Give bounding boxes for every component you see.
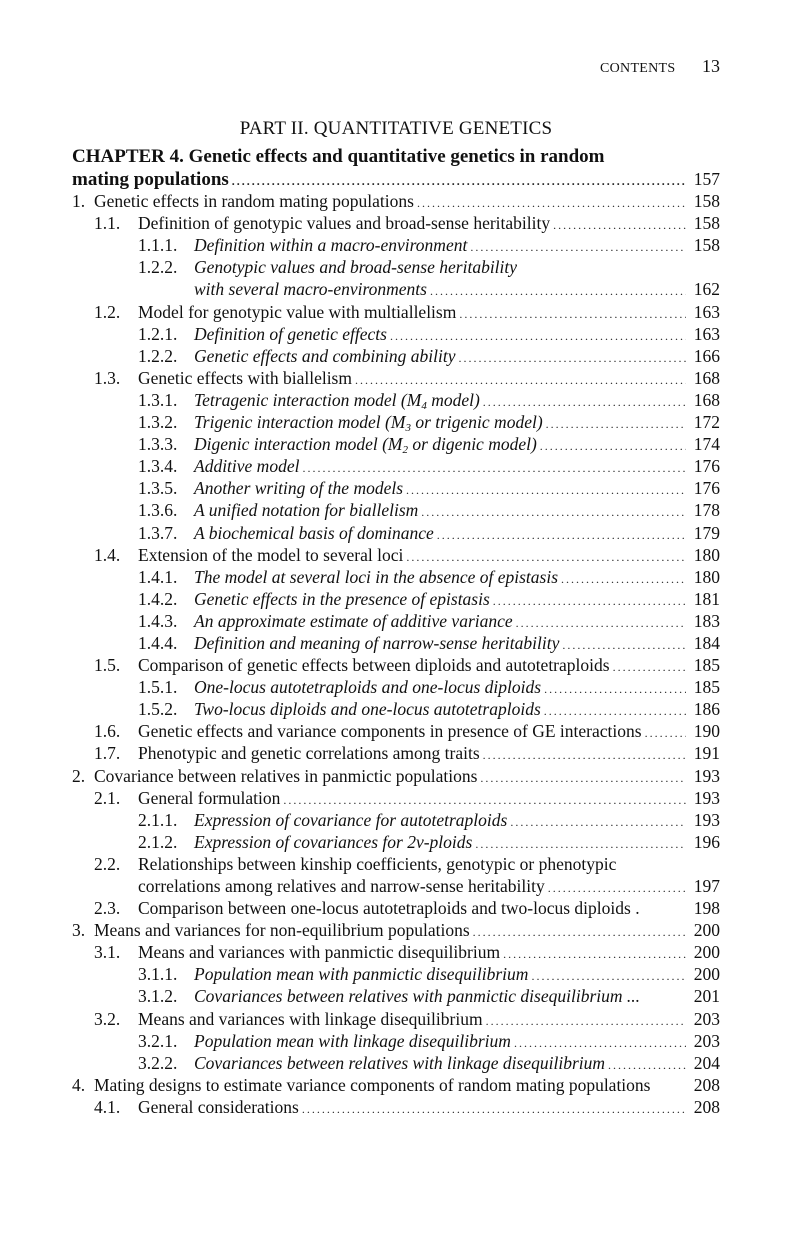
toc-page: 196: [693, 831, 720, 852]
toc-number: 1.3.2.: [138, 412, 178, 433]
dot-leader: [608, 1054, 686, 1076]
toc-entry: [72, 610, 720, 632]
toc-entry: [72, 1008, 720, 1030]
toc-title: Genetic effects with biallelism: [138, 367, 352, 388]
toc-entry: [72, 654, 720, 676]
toc-entry: [72, 1096, 720, 1118]
dot-leader: [283, 789, 686, 811]
toc-title: Means and variances with linkage disequilibrium: [138, 1008, 483, 1029]
toc-page: 172: [693, 412, 720, 433]
dot-leader: [544, 678, 686, 700]
toc-number: 1.3.4.: [138, 456, 178, 477]
dot-leader: [475, 833, 686, 855]
dot-leader: [548, 877, 686, 899]
toc-entry: [72, 256, 720, 278]
toc-title: Phenotypic and genetic correlations among traits: [138, 743, 480, 764]
toc-title: Definition of genotypic values and broad-sense heritability: [138, 213, 551, 234]
toc-title: One-locus autotetraploids and one-locus diploids: [194, 677, 542, 698]
toc-title: Another writing of the models: [194, 478, 404, 499]
dot-leader: [486, 1010, 686, 1032]
toc-entry: [72, 787, 720, 809]
dot-leader: [232, 170, 686, 192]
toc-number: 3.2.2.: [138, 1052, 178, 1073]
toc-entry: [72, 765, 720, 787]
toc-title: General formulation: [138, 787, 281, 808]
toc-page: 168: [693, 367, 720, 388]
toc-number: 1.1.1.: [138, 235, 178, 256]
toc-title: Digenic interaction model ($M_2$ or digenic model): [194, 434, 537, 457]
toc-number: 2.3.: [94, 898, 121, 919]
toc-entry: [72, 278, 720, 300]
toc-title: Comparison between one-locus autotetraploids and two-locus diploids .: [138, 898, 640, 919]
toc-page: 201: [693, 986, 720, 1007]
toc-number: 1.4.4.: [138, 632, 178, 653]
toc-entry: [72, 433, 720, 455]
toc-title: Population mean with panmictic disequilibrium: [194, 964, 529, 985]
toc-entry: [72, 1030, 720, 1052]
toc-page: 163: [693, 323, 720, 344]
table-of-contents: [72, 168, 720, 1118]
dot-leader: [417, 192, 686, 214]
toc-title: correlations among relatives and narrow-sense heritability: [138, 876, 545, 896]
toc-entry-chapter: [72, 168, 720, 190]
dot-leader: [546, 413, 686, 435]
toc-page: 183: [693, 610, 720, 631]
toc-entry: [72, 234, 720, 256]
dot-leader: [430, 280, 686, 302]
toc-entry: [72, 985, 720, 1007]
toc-number: 2.: [72, 765, 86, 786]
toc-number: 1.: [72, 191, 86, 212]
toc-page: 180: [693, 544, 720, 565]
toc-number: 1.2.2.: [138, 345, 178, 366]
toc-entry: [72, 698, 720, 720]
toc-number: 1.3.: [94, 367, 121, 388]
toc-entry: [72, 720, 720, 742]
running-title: CONTENTS: [599, 61, 676, 76]
toc-entry: [72, 875, 720, 897]
toc-number: 1.7.: [94, 743, 121, 764]
toc-title: Definition and meaning of narrow-sense heritability: [194, 632, 560, 653]
toc-page: 193: [693, 809, 720, 830]
toc-number: 1.4.3.: [138, 610, 178, 631]
toc-title: An approximate estimate of additive variance: [194, 610, 513, 631]
dot-leader: [516, 612, 686, 634]
toc-number: 1.3.5.: [138, 478, 178, 499]
toc-entry: [72, 632, 720, 654]
toc-page: 163: [693, 301, 720, 322]
dot-leader: [493, 590, 686, 612]
dot-leader: [406, 479, 686, 501]
toc-entry: [72, 301, 720, 323]
dot-leader: [514, 1032, 686, 1054]
dot-leader: [483, 391, 686, 413]
toc-page: 203: [693, 1008, 720, 1029]
toc-entry: [72, 588, 720, 610]
toc-entry: [72, 676, 720, 698]
toc-title: The model at several loci in the absence of epistasis: [194, 566, 559, 587]
toc-number: 1.5.2.: [138, 699, 178, 720]
toc-entry: [72, 499, 720, 521]
dot-leader: [531, 965, 686, 987]
toc-entry: [72, 389, 720, 411]
toc-entry: [72, 1074, 720, 1096]
toc-title: Expression of covariances for 2v-ploids: [194, 831, 473, 852]
toc-entry: [72, 566, 720, 588]
toc-title: Comparison of genetic effects between diploids and autotetraploids: [138, 655, 610, 676]
page-number: 13: [702, 56, 720, 76]
chapter-page: 157: [693, 169, 720, 189]
chapter-title-line2: mating populations: [72, 169, 229, 190]
dot-leader: [613, 656, 686, 678]
toc-title: Covariances between relatives with panmictic disequilibrium ...: [194, 986, 641, 1007]
toc-number: 1.3.6.: [138, 500, 178, 521]
toc-page: 185: [693, 677, 720, 698]
toc-title: Covariances between relatives with linkage disequilibrium: [194, 1052, 606, 1073]
toc-entry: [72, 411, 720, 433]
toc-title: Covariance between relatives in panmictic populations: [94, 765, 478, 786]
toc-number: 2.2.: [94, 853, 121, 874]
toc-page: 208: [693, 1096, 720, 1117]
toc-number: 4.: [72, 1074, 86, 1095]
toc-entry: [72, 963, 720, 985]
toc-page: 178: [693, 500, 720, 521]
toc-title: Two-locus diploids and one-locus autotetraploids: [194, 699, 541, 720]
toc-title: Means and variances for non-equilibrium populations: [94, 920, 470, 941]
toc-title: with several macro-environments: [194, 279, 427, 300]
toc-entry: [72, 190, 720, 212]
toc-title: Genetic effects and combining ability: [194, 345, 456, 366]
toc-entry: [72, 455, 720, 477]
toc-page: 158: [693, 235, 720, 256]
toc-number: 1.4.2.: [138, 588, 178, 609]
toc-number: 1.3.1.: [138, 389, 178, 410]
toc-page: 158: [693, 213, 720, 234]
dot-leader: [544, 700, 686, 722]
toc-number: 3.: [72, 920, 86, 941]
toc-number: 3.1.: [94, 942, 121, 963]
dot-leader: [553, 214, 686, 236]
toc-number: 1.2.1.: [138, 323, 178, 344]
toc-entry: [72, 367, 720, 389]
toc-number: 3.1.2.: [138, 986, 178, 1007]
dot-leader: [540, 435, 686, 457]
toc-page: 190: [693, 721, 720, 742]
toc-entry: [72, 941, 720, 963]
toc-number: 1.2.2.: [138, 257, 178, 278]
toc-title: Definition within a macro-environment: [194, 235, 468, 256]
toc-title: Trigenic interaction model ($M_3$ or trigenic model): [194, 412, 543, 435]
toc-page: 203: [693, 1030, 720, 1051]
toc-page: 181: [693, 588, 720, 609]
dot-leader: [480, 767, 686, 789]
toc-page: 200: [693, 920, 720, 941]
toc-title: Genetic effects in random mating populations: [94, 191, 414, 212]
toc-number: 2.1.: [94, 787, 121, 808]
toc-title: Means and variances with panmictic disequilibrium: [138, 942, 501, 963]
toc-entry: [72, 919, 720, 941]
dot-leader: [302, 1098, 686, 1120]
running-header: [72, 56, 720, 77]
toc-number: 1.4.: [94, 544, 121, 565]
toc-number: 3.2.1.: [138, 1030, 178, 1051]
toc-number: 1.5.: [94, 655, 121, 676]
toc-title: Relationships between kinship coefficients, genotypic or phenotypic: [138, 853, 617, 874]
toc-page: 158: [693, 191, 720, 212]
toc-page: 179: [693, 522, 720, 543]
toc-page: 200: [693, 942, 720, 963]
dot-leader: [473, 921, 686, 943]
dot-leader: [645, 722, 686, 744]
toc-title: Expression of covariance for autotetraploids: [194, 809, 508, 830]
dot-leader: [510, 811, 686, 833]
toc-entry: [72, 212, 720, 234]
toc-entry: [72, 477, 720, 499]
toc-page: 166: [693, 345, 720, 366]
dot-leader: [561, 568, 686, 590]
toc-entry: [72, 544, 720, 566]
toc-entry: [72, 809, 720, 831]
toc-page: 197: [693, 876, 720, 896]
toc-entry: [72, 897, 720, 919]
toc-number: 1.1.: [94, 213, 121, 234]
dot-leader: [458, 347, 686, 369]
dot-leader: [390, 325, 686, 347]
toc-page: 185: [693, 655, 720, 676]
toc-title: A biochemical basis of dominance: [194, 522, 434, 543]
toc-entry: [72, 345, 720, 367]
toc-title: General considerations: [138, 1096, 299, 1117]
toc-title: Genetic effects in the presence of epistasis: [194, 588, 490, 609]
toc-number: 2.1.2.: [138, 831, 178, 852]
dot-leader: [302, 457, 686, 479]
toc-page: 186: [693, 699, 720, 720]
part-title: PART II. QUANTITATIVE GENETICS: [239, 118, 553, 139]
toc-page: 174: [693, 434, 720, 455]
dot-leader: [459, 303, 686, 325]
toc-number: 1.5.1.: [138, 677, 178, 698]
toc-page: 168: [693, 389, 720, 410]
dot-leader: [406, 546, 686, 568]
toc-title: Mating designs to estimate variance components of random mating populations: [94, 1074, 651, 1095]
toc-number: 1.2.: [94, 301, 121, 322]
dot-leader: [503, 943, 686, 965]
toc-entry: [72, 853, 720, 875]
toc-page: 193: [693, 787, 720, 808]
toc-entry: [72, 522, 720, 544]
toc-page: 198: [693, 898, 720, 919]
toc-title: Extension of the model to several loci: [138, 544, 404, 565]
toc-title: Population mean with linkage disequilibrium: [194, 1030, 511, 1051]
dot-leader: [562, 634, 686, 656]
dot-leader: [421, 501, 686, 523]
dot-leader: [483, 744, 686, 766]
toc-page: 208: [693, 1074, 720, 1095]
dot-leader: [437, 524, 686, 546]
toc-number: 4.1.: [94, 1096, 121, 1117]
dot-leader: [470, 236, 686, 258]
toc-number: 3.2.: [94, 1008, 121, 1029]
toc-number: 2.1.1.: [138, 809, 178, 830]
toc-title: Genotypic values and broad-sense heritability: [194, 257, 518, 278]
toc-title: Tetragenic interaction model ($M_4$ model): [194, 389, 480, 412]
toc-title: Model for genotypic value with multiallelism: [138, 301, 457, 322]
toc-number: 1.4.1.: [138, 566, 178, 587]
toc-page: 176: [693, 478, 720, 499]
toc-page: 200: [693, 964, 720, 985]
toc-title: Additive model: [194, 456, 300, 477]
toc-page: 204: [693, 1052, 720, 1073]
chapter-title: CHAPTER 4. Genetic effects and quantitative genetics in random: [72, 146, 605, 167]
toc-number: 1.6.: [94, 721, 121, 742]
toc-number: 3.1.1.: [138, 964, 178, 985]
toc-page: 193: [693, 765, 720, 786]
toc-title: Definition of genetic effects: [194, 323, 387, 344]
toc-entry: [72, 831, 720, 853]
toc-page: 184: [693, 632, 720, 653]
toc-number: 1.3.3.: [138, 434, 178, 455]
toc-title: Genetic effects and variance components in presence of GE interactions: [138, 721, 642, 742]
toc-number: 1.3.7.: [138, 522, 178, 543]
toc-page: 180: [693, 566, 720, 587]
toc-page: 191: [693, 743, 720, 764]
toc-entry: [72, 1052, 720, 1074]
toc-page: 162: [693, 279, 720, 300]
toc-title: A unified notation for biallelism: [194, 500, 419, 521]
toc-entry: [72, 742, 720, 764]
dot-leader: [355, 369, 686, 391]
toc-entry: [72, 323, 720, 345]
toc-page: 176: [693, 456, 720, 477]
